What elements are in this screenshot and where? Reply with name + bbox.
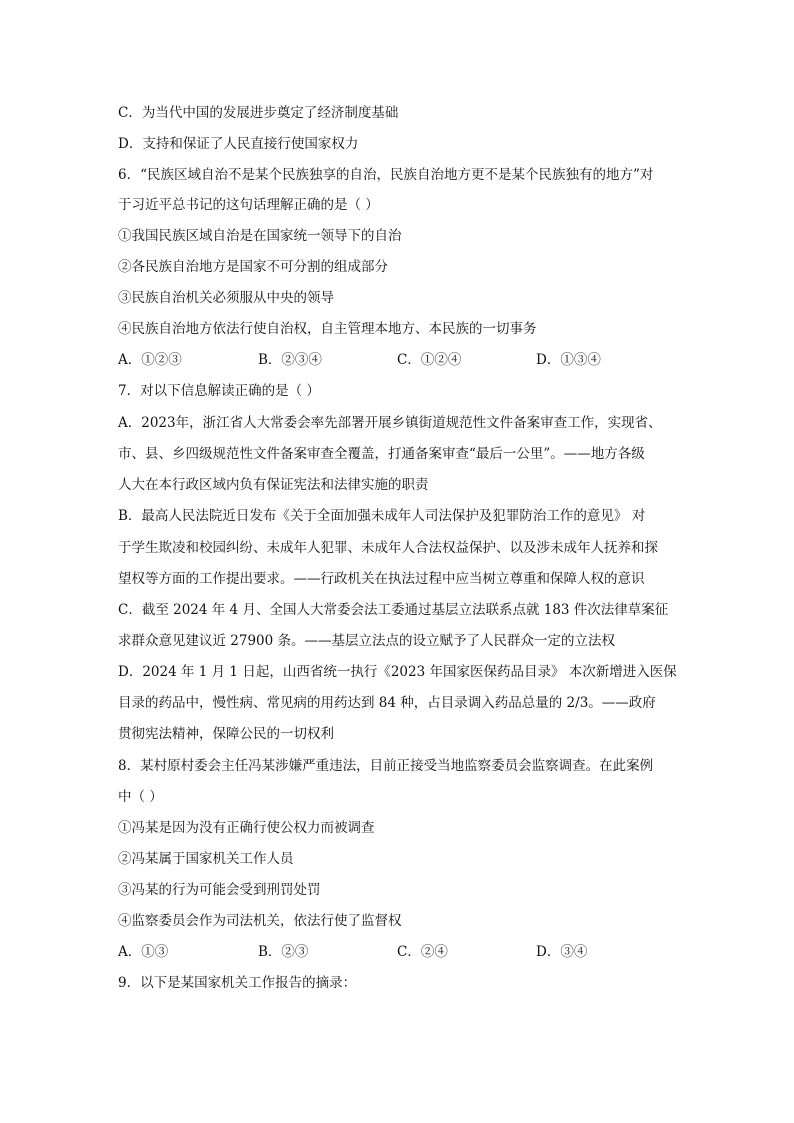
q7-option-d-line-1: D．2024 年 1 月 1 日起，山西省统一执行《2023 年国家医保药品目录》 本次新增进入医保 xyxy=(118,664,677,680)
q5-option-c: C．为当代中国的发展进步奠定了经济制度基础 xyxy=(118,105,399,121)
q7-option-b-line-2: 于学生欺凌和校园纠纷、未成年人犯罪、未成年人合法权益保护、以及涉未成年人抚养和探 xyxy=(118,540,658,556)
q5-option-d: D．支持和保证了人民直接行使国家权力 xyxy=(118,136,359,152)
q8-statement-4: ④监察委员会作为司法机关，依法行使了监督权 xyxy=(118,913,402,929)
q6-option-a[interactable]: A．①②③ xyxy=(118,352,182,368)
q7-option-b-line-1: B．最高人民法院近日发布《关于全面加强未成年人司法保护及犯罪防治工作的意见》 对 xyxy=(118,508,646,524)
q7-option-c-line-1: C．截至 2024 年 4 月、全国人大常委会法工委通过基层立法联系点就 183 件次法律草案征 xyxy=(118,602,669,618)
q8-options xyxy=(118,943,688,961)
q7-option-a-line-3: 人大在本行政区域内负有保证宪法和法律实施的职责 xyxy=(118,477,429,493)
q8-stem-line-2: 中（ ） xyxy=(118,789,163,805)
q8-option-d[interactable]: D．③④ xyxy=(536,944,588,960)
q7-option-c-line-2: 求群众意见建议近 27900 条。——基层立法点的设立赋予了人民群众一定的立法权 xyxy=(118,633,616,649)
q7-option-a-line-1: A．2023年，浙江省人大常委会率先部署开展乡镇街道规范性文件备案审查工作，实现省、 xyxy=(118,415,662,431)
q8-option-a[interactable]: A．①③ xyxy=(118,944,169,960)
q6-stem-line-2: 于习近平总书记的这句话理解正确的是（ ） xyxy=(118,197,379,213)
q6-option-b[interactable]: B．②③④ xyxy=(258,352,322,368)
q8-option-c[interactable]: C．②④ xyxy=(397,944,448,960)
q7-stem: 7．对以下信息解读正确的是（ ） xyxy=(118,383,320,399)
q6-option-d[interactable]: D．①③④ xyxy=(536,352,601,368)
q6-statement-1: ①我国民族区域自治是在国家统一领导下的自治 xyxy=(118,228,402,244)
q6-statement-2: ②各民族自治地方是国家不可分割的组成部分 xyxy=(118,259,388,275)
q8-stem-line-1: 8．某村原村委会主任冯某涉嫌严重违法，目前正接受当地监察委员会监察调查。在此案例 xyxy=(118,758,654,774)
q7-option-a-line-2: 市、县、乡四级规范性文件备案审查全覆盖，打通备案审查“最后一公里”。——地方各级 xyxy=(118,446,645,462)
q8-statement-3: ③冯某的行为可能会受到刑罚处罚 xyxy=(118,882,321,898)
q6-option-c[interactable]: C．①②④ xyxy=(397,352,462,368)
q6-options xyxy=(118,351,688,369)
q7-option-d-line-2: 目录的药品中，慢性病、常见病的用药达到 84 种，占目录调入药品总量的 2/3。——政府 xyxy=(118,695,656,711)
q6-statement-3: ③民族自治机关必须服从中央的领导 xyxy=(118,290,334,306)
q6-statement-4: ④民族自治地方依法行使自治权，自主管理本地方、本民族的一切事务 xyxy=(118,321,537,337)
q8-statement-2: ②冯某属于国家机关工作人员 xyxy=(118,851,294,867)
q7-option-b-line-3: 望权等方面的工作提出要求。——行政机关在执法过程中应当树立尊重和保障人权的意识 xyxy=(118,571,645,587)
q6-stem-line-1: 6．“民族区域自治不是某个民族独享的自治，民族自治地方更不是某个民族独有的地方”对 xyxy=(118,167,654,183)
q8-statement-1: ①冯某是因为没有正确行使公权力而被调查 xyxy=(118,820,375,836)
q8-option-b[interactable]: B．②③ xyxy=(258,944,309,960)
q9-stem: 9．以下是某国家机关工作报告的摘录： xyxy=(118,975,357,991)
q7-option-d-line-3: 贯彻宪法精神，保障公民的一切权利 xyxy=(118,726,334,742)
